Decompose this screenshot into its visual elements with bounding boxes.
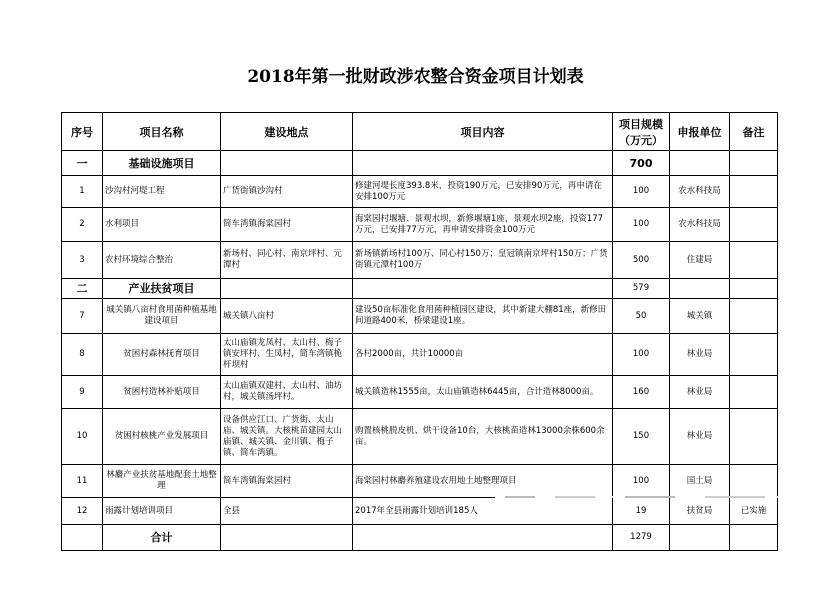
row-name: 贫困村核桃产业发展项目 [103,409,221,465]
row-name: 沙沟村河堤工程 [103,176,221,208]
empty-cell [353,525,613,551]
header-row [62,113,778,151]
row-location: 广货街镇沙沟村 [221,176,353,208]
header-scale [613,113,670,151]
row-note: 已实施 [730,498,778,525]
row-unit: 城关镇 [670,299,730,334]
row-note [730,208,778,242]
section-scale: 579 [613,279,670,299]
row-seq: 7 [62,299,103,334]
empty-cell [730,151,778,176]
total-scale: 1279 [613,525,670,551]
row-location: 设备供应江口、广货街、太山庙、城关镇。大核桃苗建园太山庙镇、城关镇、金川镇、梅子镇、简车湾镇。 [221,409,353,465]
row-seq: 12 [62,498,103,525]
header-seq: 序号 [62,113,103,151]
table-row [62,465,778,498]
row-location: 简车湾镇海棠园村 [221,465,353,498]
row-location: 太山庙镇龙凤村、太山村、梅子镇安坪村、生凤村，简车湾镇桅杆坝村 [221,334,353,376]
row-note [730,334,778,376]
row-content: 购置核桃脱皮机、烘干设备10台，大核桃苗造林13000余株600余亩。 [353,409,613,465]
section-row-industry [62,279,778,299]
project-plan-table [61,112,778,551]
row-location: 全县 [221,498,353,525]
row-scale: 100 [613,334,670,376]
empty-cell [62,525,103,551]
row-note [730,176,778,208]
empty-cell [221,525,353,551]
row-note [730,465,778,498]
empty-cell [670,151,730,176]
empty-cell [730,279,778,299]
row-seq: 2 [62,208,103,242]
section-scale: 700 [613,151,670,176]
row-name: 水利项目 [103,208,221,242]
empty-cell [221,279,353,299]
empty-cell [353,279,613,299]
row-location: 新场村、同心村、南京坪村、元潭村 [221,242,353,279]
row-content: 修建河堤长度393.8米，投资190万元，已安排90万元，再申请在安排100万元 [353,176,613,208]
row-note [730,409,778,465]
print-smudge [495,494,780,500]
row-location: 太山庙镇双建村、太山村、油坊村，城关镇汤坪村。 [221,376,353,409]
row-unit: 扶贫局 [670,498,730,525]
total-label: 合计 [103,525,221,551]
row-seq: 9 [62,376,103,409]
section-row-infra [62,151,778,176]
row-scale: 160 [613,376,670,409]
row-scale: 50 [613,299,670,334]
row-name: 农村环境综合整治 [103,242,221,279]
row-unit: 林业局 [670,334,730,376]
empty-cell [221,151,353,176]
table-row [62,376,778,409]
header-content: 项目内容 [353,113,613,151]
table-row [62,208,778,242]
row-unit: 国土局 [670,465,730,498]
section-seq: 一 [62,151,103,176]
row-seq: 11 [62,465,103,498]
row-content: 海棠园村林麝养殖建设农用地土地整理项目 [353,465,613,498]
table-row [62,299,778,334]
row-name: 雨露计划培训项目 [103,498,221,525]
row-note [730,242,778,279]
row-scale: 100 [613,176,670,208]
row-scale: 100 [613,208,670,242]
row-content: 海棠园村堰塘、景观水坝，新修堰塘1座，景观水坝2座，投资177万元，已安排77万元，再申请安排资金100万元 [353,208,613,242]
table-row [62,409,778,465]
row-unit: 林业局 [670,409,730,465]
row-note [730,376,778,409]
row-unit: 住建局 [670,242,730,279]
header-name: 项目名称 [103,113,221,151]
row-location: 简车湾镇海棠园村 [221,208,353,242]
row-scale: 500 [613,242,670,279]
section-seq: 二 [62,279,103,299]
row-seq: 10 [62,409,103,465]
row-content: 各村2000亩，共计10000亩 [353,334,613,376]
section-name: 产业扶贫项目 [103,279,221,299]
row-seq: 1 [62,176,103,208]
empty-cell [353,151,613,176]
page-title: 2018年第一批财政涉农整合资金项目计划表 [247,67,584,87]
row-unit: 农水科技局 [670,208,730,242]
header-unit: 申报单位 [670,113,730,151]
row-seq: 3 [62,242,103,279]
row-content: 建设50亩标准化食用菌种植园区建设，其中新建大棚81座，新修田间道路400米，桥梁建设1座。 [353,299,613,334]
header-note: 备注 [730,113,778,151]
row-note [730,299,778,334]
header-scale-line2: （万元） [619,133,663,147]
row-name: 林麝产业扶贫基地配套土地整理 [103,465,221,498]
row-content: 2017年全县雨露计划培训185人 [353,498,613,525]
row-unit: 农水科技局 [670,176,730,208]
row-seq: 8 [62,334,103,376]
section-name: 基础设施项目 [103,151,221,176]
table-row [62,242,778,279]
empty-cell [670,525,730,551]
row-name: 城关镇八亩村食用菌种植基地建设项目 [103,299,221,334]
empty-cell [730,525,778,551]
row-name: 贫困村造林补贴项目 [103,376,221,409]
row-scale: 19 [613,498,670,525]
row-scale: 150 [613,409,670,465]
row-location: 城关镇八亩村 [221,299,353,334]
header-scale-line1: 项目规模 [619,117,663,131]
table-row [62,334,778,376]
row-content: 城关镇造林1555亩，太山庙镇造林6445亩，合计造林8000亩。 [353,376,613,409]
row-name: 贫困村森林抚育项目 [103,334,221,376]
table-row [62,498,778,525]
total-row [62,525,778,551]
table-row [62,176,778,208]
row-content: 新场镇新场村100万、同心村150万；皇冠镇南京坪村150万；广货街镇元潭村100万 [353,242,613,279]
row-unit: 林业局 [670,376,730,409]
row-scale: 100 [613,465,670,498]
header-location: 建设地点 [221,113,353,151]
empty-cell [670,279,730,299]
